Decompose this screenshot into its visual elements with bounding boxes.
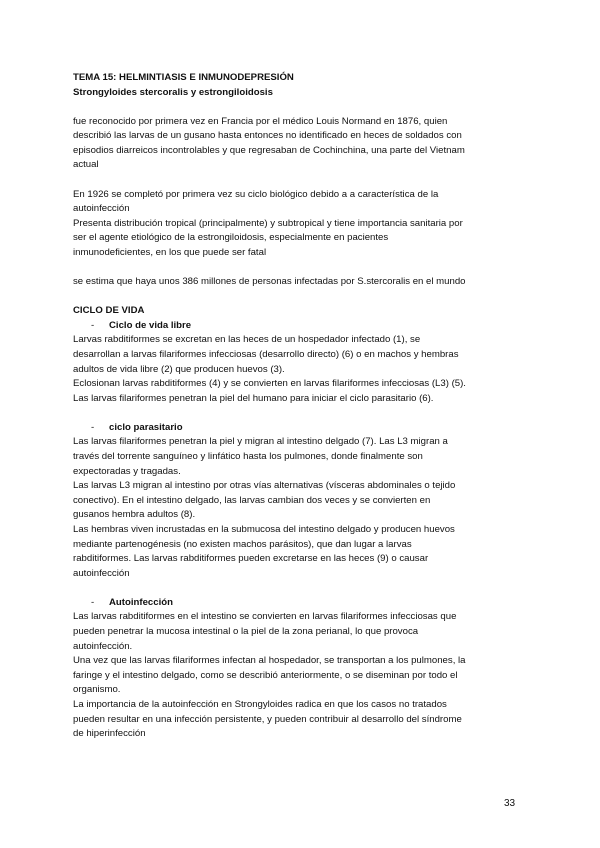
text-line: desarrollan a larvas filariformes infecciosas (desarrollo directo) (6) o en machos y hembras (73, 348, 459, 360)
text-line: autoinfección. (73, 640, 133, 652)
text-line: Una vez que las larvas filariformes infectan al hospedador, se transportan a los pulmones, la (73, 655, 466, 667)
text-line: Las hembras viven incrustadas en la submucosa del intestino delgado y producen huevos (73, 523, 455, 535)
text-line: conectivo). En el intestino delgado, las larvas cambian dos veces y se convierten en (73, 494, 431, 506)
section-title: CICLO DE VIDA (73, 305, 145, 317)
subsection-label: Ciclo de vida libre (109, 319, 192, 331)
intro-line: fue reconocido por primera vez en Francia por el médico Louis Normand en 1876, quien (73, 115, 448, 127)
text-line: autoinfección (73, 567, 130, 579)
intro-line: describió las larvas de un gusano hasta entonces no identificado en heces de soldados con (73, 130, 462, 142)
subsection-heading-parasitic (73, 421, 533, 436)
text-line: Eclosionan larvas rabditiformes (4) y se convierten en larvas filariformes infecciosas (L3) (5). (73, 378, 466, 390)
page-number: 33 (504, 798, 516, 809)
bullet-dash: - (91, 596, 95, 608)
text-line: rabditiformes. Las larvas rabditiformes pueden excretarse en las heces (9) o causar (73, 553, 429, 565)
text-line: través del torrente sanguíneo y linfático hasta los pulmones, donde finalmente son (73, 450, 423, 462)
text-line: mediante partenogénesis (no existen machos parásitos), que dan lugar a larvas (73, 538, 412, 550)
text-line: Las larvas filariformes penetran la piel y migran al intestino delgado (7). Las L3 migran a (73, 436, 448, 448)
intro-line: episodios diarreicos incontrolables y que regresaban de Cochinchina, una parte del Vietnam (73, 144, 465, 156)
text-line: gusanos hembra adultos (8). (73, 509, 196, 521)
text-line: autoinfección (73, 203, 130, 215)
text-line: ser el agente etiológico de la estrongiloidosis, especialmente en pacientes (73, 232, 389, 244)
text-line: inmunodeficientes, en los que puede ser fatal (73, 246, 267, 258)
parasitic-paragraph (73, 435, 533, 581)
text-line: En 1926 se completó por primera vez su ciclo biológico debido a a característica de la (73, 188, 439, 200)
subsection-heading-free-living (73, 319, 533, 334)
history-paragraph (73, 188, 533, 261)
text-line: La importancia de la autoinfección en Strongyloides radica en que los casos no tratados (73, 698, 447, 710)
text-line: Las larvas L3 migran al intestino por otras vías alternativas (vísceras abdominales o tejido (73, 480, 456, 492)
text-line: Larvas rabditiformes se excretan en las heces de un hospedador infectado (1), se (73, 334, 421, 346)
prevalence-paragraph: se estima que haya unos 386 millones de personas infectadas por S.stercoralis en el mundo (73, 276, 466, 288)
free-living-paragraph (73, 333, 533, 406)
intro-line: actual (73, 159, 99, 171)
text-line: organismo. (73, 684, 121, 696)
text-line: pueden penetrar la mucosa intestinal o la piel de la zona perianal, lo que provoca (73, 626, 419, 637)
page-content (73, 71, 533, 742)
bullet-dash: - (91, 319, 95, 331)
text-line: expectoradas y tragadas. (73, 465, 181, 477)
bullet-dash: - (91, 421, 95, 433)
text-line: Las larvas rabditiformes en el intestino se convierten en larvas filariformes infecciosas que (73, 611, 457, 623)
text-line: adultos de vida libre (2) que producen huevos (3). (73, 363, 285, 375)
autoinfection-paragraph (73, 610, 533, 741)
text-line: faringe y el intestino delgado, como se describió anteriormente, o se diseminan por todo el (73, 669, 458, 681)
subsection-label: ciclo parasitario (109, 421, 183, 433)
subsection-label: Autoinfección (109, 596, 173, 608)
text-line: pueden resultar en una infección persistente, y pueden contribuir al desarrollo del síndrome (73, 713, 462, 725)
text-line: Presenta distribución tropical (principalmente) y subtropical y tiene importancia sanitaria por (73, 217, 463, 229)
title-line-1: TEMA 15: HELMINTIASIS E INMUNODEPRESIÓN (73, 72, 294, 83)
subsection-heading-autoinfection (73, 596, 533, 611)
intro-paragraph (73, 115, 533, 173)
title-line-2: Strongyloides stercoralis y estrongiloidosis (73, 86, 273, 98)
text-line: de hiperinfección (73, 728, 146, 740)
text-line: Las larvas filariformes penetran la piel del humano para iniciar el ciclo parasitario (6). (73, 392, 434, 404)
